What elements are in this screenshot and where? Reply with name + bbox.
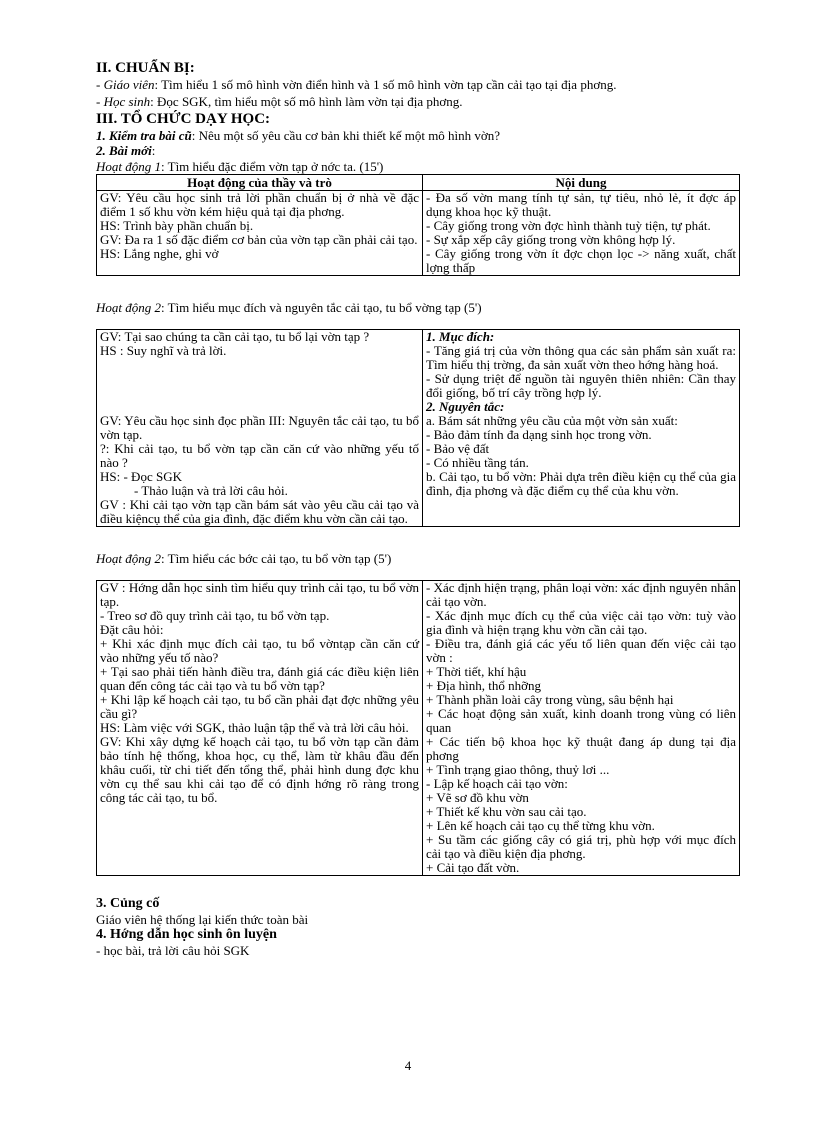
teacher-preparation: - Giáo viên: Tìm hiểu 1 số mô hình vờn điển hình và 1 số mô hình vờn tạp cần cải tạo tại địa phơng. — [96, 77, 617, 92]
cell-text: + Thành phần loài cây trong vùng, sâu bệnh hại — [426, 692, 674, 707]
cell-text: GV: Yêu cầu học sinh trả lời phần chuẩn bị ở nhà về đặc điểm 1 số khu vờn kém hiệu quả tại địa phơng. — [100, 190, 419, 219]
cell-text: - Thảo luận và trả lời câu hỏi. — [134, 483, 288, 498]
cell-text: + Lên kế hoạch cải tạo cụ thể từng khu vờn. — [426, 818, 655, 833]
cell-text: - Có nhiều tầng tán. — [426, 455, 529, 470]
activity-2-left — [97, 330, 423, 527]
guidance-text: - học bài, trả lời câu hỏi SGK — [96, 943, 250, 958]
activity-1-right — [423, 191, 740, 276]
cell-text: - Điều tra, đánh giá các yếu tố liên quan đến việc cải tạo vờn : — [426, 636, 736, 665]
activity-2-right — [423, 330, 740, 527]
cell-text: + Cải tạo đất vờn. — [426, 860, 520, 875]
cell-text: GV: Yêu cầu học sinh đọc phần III: Nguyên tắc cải tạo, tu bổ vờn tạp. — [100, 413, 419, 442]
header-teacher-student: Hoạt động của thầy và trò — [97, 175, 423, 191]
cell-text: GV : Hớng dẫn học sinh tìm hiểu quy trình cải tạo, tu bổ vờn tạp. — [100, 580, 419, 609]
cell-text: - Lập kế hoạch cải tạo vờn: — [426, 776, 568, 791]
cell-text: - Treo sơ đồ quy trình cải tạo, tu bổ vờn tạp. — [100, 608, 330, 623]
cell-text: + Khi xác định mục đích cải tạo, tu bổ vờntạp cần căn cứ vào những yếu tố nào? — [100, 636, 419, 665]
activity-1-left — [97, 191, 423, 276]
cell-text: - Bảo vệ đất — [426, 441, 490, 456]
cell-text: + Các hoạt động sản xuất, kinh doanh trong vùng có liên quan — [426, 706, 736, 735]
activity-3-table — [96, 580, 740, 876]
cell-text: + Các tiến bộ khoa học kỹ thuật đang áp dung tại địa phơng — [426, 734, 736, 763]
principle-title: 2. Nguyên tắc: — [426, 399, 505, 414]
cell-text: Đặt câu hỏi: — [100, 622, 164, 637]
activity-3-right — [423, 581, 740, 876]
cell-text: + Địa hình, thổ nhỡng — [426, 678, 541, 693]
cell-text: HS: Trình bày phần chuẩn bị. — [100, 218, 254, 233]
cell-text: - Cây giống trong vờn đợc hình thành tuỳ tiện, tự phát. — [426, 218, 711, 233]
cell-text: - Xác định mục đích cụ thể của việc cải tạo vờn: tuỳ vào gia đình và hiện trạng khu vờn cần cải tạo. — [426, 608, 736, 637]
cell-text: - Đa số vờn mang tính tự sản, tự tiêu, nhỏ lẻ, ít đợc áp dụng khoa học kỹ thuật. — [426, 190, 736, 219]
document-page — [96, 60, 740, 958]
activity-2-heading: Hoạt động 2: Tìm hiểu mục đích và nguyên tắc cải tạo, tu bổ vờng tạp (5') — [96, 300, 482, 315]
purpose-title: 1. Mục đích: — [426, 329, 495, 344]
cell-text: HS: Lắng nghe, ghi vở — [100, 246, 219, 261]
cell-text: - Xác định hiện trạng, phân loại vờn: xác định nguyên nhân cải tạo vờn. — [426, 580, 736, 609]
cell-text: + Khi lập kế hoạch cải tạo, tu bổ cần phải đạt đợc những yêu cầu gì? — [100, 692, 419, 721]
cell-text: GV: Khi xây dựng kế hoạch cải tạo, tu bổ vờn tạp cần đảm bảo tính hệ thống, khoa học, cụ thể, làm từ khâu đầu đến khâu cuối, từ chi tiết đến tổng thể, phải hình dung đợc khu vờn cụ thể sau khi cải tạo để có định hớng rõ ràng trong công tác cải tạo, tu bổ. — [100, 734, 419, 805]
cell-text: + Thiết kế khu vờn sau cải tạo. — [426, 804, 587, 819]
guidance-title: 4. Hớng dẫn học sinh ôn luyện — [96, 927, 277, 942]
cell-text: GV : Khi cải tạo vờn tạp cần bám sát vào yêu cầu cải tạo và điều kiệncụ thể của gia đình, đặc điểm khu vờn cần cải tạo. — [100, 497, 419, 526]
consolidation-title: 3. Củng cố — [96, 896, 160, 911]
consolidation-text: Giáo viên hệ thống lại kiến thức toàn bài — [96, 912, 309, 927]
cell-text: - Sự xắp xếp cây giống trong vờn không hợp lý. — [426, 232, 676, 247]
cell-text: HS: Làm việc với SGK, thảo luận tập thể và trả lời câu hỏi. — [100, 720, 409, 735]
activity-2-table — [96, 329, 740, 527]
activity-1-heading: Hoạt động 1: Tìm hiểu đặc điểm vờn tạp ở nớc ta. (15') — [96, 159, 384, 174]
section-3-title: III. TỔ CHỨC DẠY HỌC: — [96, 111, 271, 127]
cell-text: + Su tầm các giống cây có giá trị, phù hợp với mục đích cải tạo và điều kiện địa phơng. — [426, 832, 736, 861]
cell-text: - Cây giống trong vờn ít đợc chọn lọc -> năng xuất, chất lợng thấp — [426, 246, 736, 275]
activity-3-left — [97, 581, 423, 876]
cell-text: + Tại sao phải tiến hành điều tra, đánh giá các điều kiện liên quan đến công tác cải tạo và tu bổ vờn tạp? — [100, 664, 419, 693]
activity-1-table — [96, 174, 740, 276]
header-content: Nội dung — [423, 175, 740, 191]
cell-text: GV: Đa ra 1 số đặc điểm cơ bản của vờn tạp cần phải cải tạo. — [100, 232, 418, 247]
lesson-wrapup — [96, 896, 740, 958]
activity-3-heading: Hoạt động 2: Tìm hiểu các bớc cải tạo, tu bổ vờn tạp (5') — [96, 551, 392, 566]
student-preparation: - Học sinh: Đọc SGK, tìm hiểu một số mô hình làm vờn tại địa phơng. — [96, 94, 463, 109]
cell-text: a. Bám sát những yêu cầu của một vờn sản xuất: — [426, 413, 678, 428]
cell-text: + Vẽ sơ đồ khu vờn — [426, 790, 529, 805]
cell-text: + Thời tiết, khí hậu — [426, 664, 527, 679]
cell-text: GV: Tại sao chúng ta cần cải tạo, tu bổ lại vờn tạp ? — [100, 329, 370, 344]
new-lesson: 2. Bài mới: — [96, 143, 156, 158]
old-lesson-check: 1. Kiểm tra bài cũ: Nêu một số yêu cầu cơ bản khi thiết kế một mô hình vờn? — [96, 128, 501, 143]
cell-text: + Tình trạng giao thông, thuỷ lơi ... — [426, 762, 610, 777]
cell-text: - Sử dụng triệt để nguồn tài nguyên thiên nhiên: Cần thay đổi giống, bố trí cây trồng hợp lý. — [426, 371, 736, 400]
page-number: 4 — [404, 1058, 412, 1073]
section-2-title: II. CHUẨN BỊ: — [96, 60, 195, 76]
cell-text: - Tăng giá trị của vờn thông qua các sản phẩm sản xuất ra: Tìm hiểu thị trờng, đa sản xuất vờn theo hớng hàng hoá. — [426, 343, 736, 372]
cell-text: b. Cải tạo, tu bổ vờn: Phải dựa trên điều kiện cụ thể của gia đình, địa phơng và đặc điểm cụ thể của khu vờn. — [426, 469, 736, 498]
cell-text: HS : Suy nghĩ và trả lời. — [100, 343, 227, 358]
cell-text: - Bảo đảm tính đa dạng sinh học trong vờn. — [426, 427, 652, 442]
cell-text: HS: - Đọc SGK — [100, 469, 182, 484]
cell-text: ?: Khi cải tạo, tu bổ vờn tạp cần căn cứ vào những yếu tố nào ? — [100, 441, 419, 470]
